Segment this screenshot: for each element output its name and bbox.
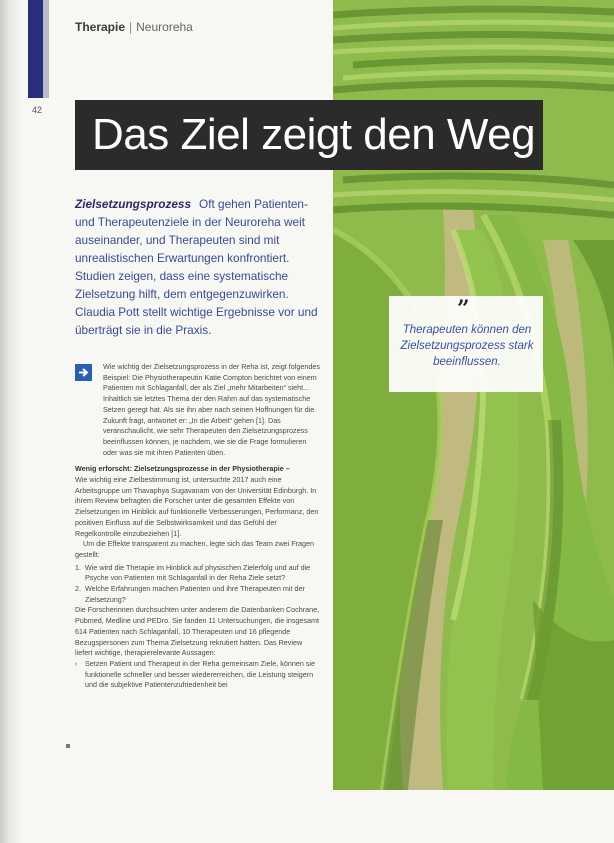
question-item xyxy=(75,563,320,584)
section-category: Therapie xyxy=(75,20,126,34)
question-number: 1. xyxy=(75,562,81,572)
bullet-icon: › xyxy=(75,658,78,668)
body-paragraph: Wie wichtig eine Zielbestimmung ist, untersuchte 2017 auch eine Arbeitsgruppe um Thavaphya Sugavanam von der Universität Edinburgh. In ihrem Review befragten die Forscher unter die gesamten Effekte von Zielsetzungen im Hinblick auf funktionelle Verbesserungen, Performanz, den positiven Einfluss auf die Selbstwirksamkeit und das Gefühl der Regelkontrolle einzubeziehen [1]. xyxy=(75,475,319,538)
end-mark xyxy=(66,744,70,748)
pull-quote-text: Therapeuten können den Zielsetzungsprozess stark beeinflussen. xyxy=(400,324,534,368)
section-separator: | xyxy=(129,20,133,34)
body-paragraph: Wie wichtig der Zielsetzungsprozess in der Reha ist, zeigt folgendes Beispiel: Die Physiotherapeutin Katie Compton berichtet von einem Patienten mit Schlaganfall, der als Ziel „mehr Mitarbeiten“ sieht... Inhaltlich sie letztes Thema der den Rahm auf das systematische Setzen geregt hat. Als sie ihn aber nach seinen Hoffnungen für die Zukunft fragt, antwortet er: „In die Arbeit“ gehen [1]. Das veranschaulicht, wie sehr Therapeuten den Zielsetzungsprozess beeinflussen können, je nachdem, wie sie die Frage formulieren oder was sie mit ihren Patienten üben. xyxy=(103,362,320,457)
page-gutter-shadow xyxy=(0,0,22,843)
article-title: Das Ziel zeigt den Weg xyxy=(92,110,536,159)
body-text-column xyxy=(75,362,320,691)
body-subheading: Wenig erforscht: Zielsetzungsprozesse in der Physiotherapie – xyxy=(75,464,290,474)
quote-mark-icon: ” xyxy=(457,296,470,322)
lead-text: Oft gehen Patienten- und Therapeutenziele in der Neuroreha weit auseinander, und Therapeuten sind mit unrealistischen Erwartungen konfrontiert. Studien zeigen, dass eine systematische Zielsetzung hilft, dem entgegenzuwirken. Claudia Pott stellt wichtige Ergebnisse vor und überträgt sie in die Praxis. xyxy=(75,197,318,337)
question-item xyxy=(75,584,320,605)
lead-paragraph xyxy=(75,195,320,339)
lead-kicker: Zielsetzungsprozess xyxy=(75,197,192,211)
finding-text: Setzen Patient und Therapeut in der Reha gemeinsam Ziele, können sie funktionelle schneller und besser wiedererreichen, die Leistung steigern und die subjektive Patientenzufriedenheit bei xyxy=(85,658,316,690)
question-number: 2. xyxy=(75,584,81,594)
findings-list xyxy=(75,659,320,691)
body-paragraph: Um die Effekte transparent zu machen, legte sich das Team zwei Fragen gestellt: xyxy=(75,539,315,559)
section-tab-edge xyxy=(43,0,49,98)
finding-item xyxy=(75,659,320,691)
section-subcategory: Neuroreha xyxy=(136,20,193,34)
page-number: 42 xyxy=(32,105,43,115)
section-header xyxy=(75,20,193,34)
question-text: Welche Erfahrungen machen Patienten und ihre Therapeuten mit der Zielsetzung? xyxy=(85,584,305,604)
question-text: Wie wird die Therapie im Hinblick auf physischen Zielerfolg und auf die Psyche von Patienten mit Schlaganfall in der Reha Ziele setzt? xyxy=(85,562,311,583)
body-paragraph: Die Forscherinnen durchsuchten unter anderem die Datenbanken Cochrane, Pubmed, Medline und PEDro. Sie fanden 11 Untersuchungen, die insgesamt 614 Patienten nach Schlaganfall, 10 Therapeuten und 16 pflegende Bezugspersonen zum Thema Zielsetzung rekrutiert hatten. Das Review liefert wichtige, therapierelevante Aussagen: xyxy=(75,605,320,658)
question-list xyxy=(75,563,320,606)
